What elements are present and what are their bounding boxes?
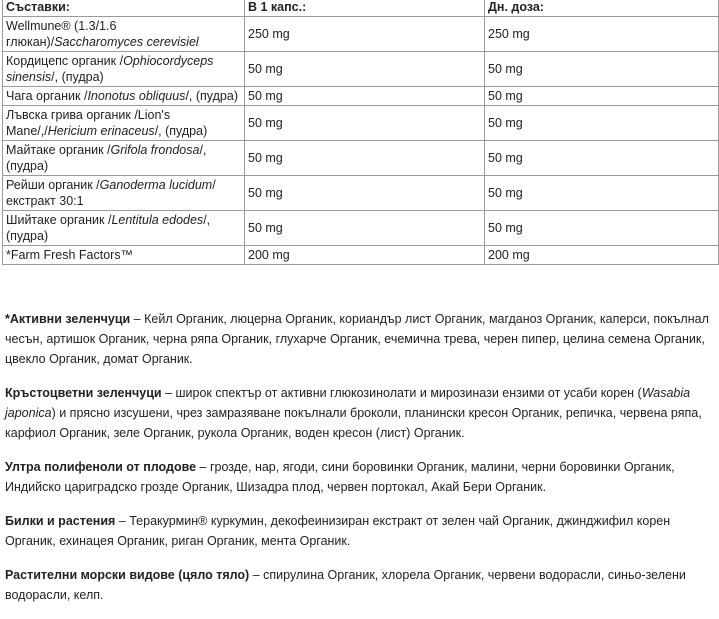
table-row — [3, 246, 719, 265]
ingredient-latin-name: Ganoderma lucidum — [99, 178, 213, 192]
section-title: Растителни морски видове (цяло тяло) — [5, 568, 250, 582]
section-latin-name: Wasabia japonica — [5, 386, 691, 420]
header-per-capsule: В 1 капс.: — [245, 0, 485, 17]
ingredient-name-part: Шийтаке органик / — [6, 213, 112, 227]
daily-dose-cell: 200 mg — [485, 246, 719, 265]
ingredient-name-cell — [3, 246, 245, 265]
daily-dose-cell: 50 mg — [485, 211, 719, 246]
ingredient-name-cell — [3, 17, 245, 52]
section-text: – широк спектър от активни глюкозинолати и мирозинази ензими от усаби корен ( — [161, 386, 642, 400]
ingredient-name-part: Кордицепс органик / — [6, 54, 124, 68]
table-row — [3, 17, 719, 52]
table-row — [3, 141, 719, 176]
table-row — [3, 211, 719, 246]
description-block — [5, 309, 711, 619]
ingredient-latin-name: Lentitula edodes — [111, 213, 204, 227]
section-title: Билки и растения — [5, 514, 116, 528]
ingredient-name-part: Wellmune® (1.3/1.6 глюкан) — [6, 19, 117, 49]
ingredient-name-part: / — [44, 124, 48, 138]
ingredient-name-part: /, (пудра) — [51, 70, 104, 84]
ingredient-name-part: Рейши органик / — [6, 178, 100, 192]
per-capsule-cell: 50 mg — [245, 52, 485, 87]
ingredient-name-part: Чага органик / — [6, 89, 88, 103]
ingredient-name-part: /, (пудра) — [185, 89, 238, 103]
ingredient-name-part: Лъвска грива органик /Lion's Mane/, — [6, 108, 171, 138]
ingredient-name-cell — [3, 211, 245, 246]
daily-dose-cell: 250 mg — [485, 17, 719, 52]
section-text: – спирулина Органик, хлорела Органик, червени водорасли, синьо-зелени водорасли, келп. — [5, 568, 686, 602]
ingredient-name-cell — [3, 176, 245, 211]
per-capsule-cell: 250 mg — [245, 17, 485, 52]
ingredient-latin-name: Grifola frondosa — [110, 143, 200, 157]
daily-dose-cell: 50 mg — [485, 87, 719, 106]
section-title: *Активни зеленчуци — [5, 312, 131, 326]
per-capsule-cell: 50 mg — [245, 106, 485, 141]
section-text: – Кейл Органик, люцерна Органик, кориандър лист Органик, магданоз Органик, каперси, покълнал чесън, артишок Органик, черна ряпа Органик, глухарче Органик, ечемична трева, черен пипер, целина семена Органик, цвекло Органик, домат Органик. — [5, 312, 709, 366]
section-sea-vegetables — [5, 565, 711, 605]
section-text: – грозде, нар, ягоди, сини боровинки Органик, малини, черни боровинки Органик, Индийско цариградско грозде Органик, Шизадра плод, червен портокал, Акай Бери Органик. — [5, 460, 675, 494]
table-row — [3, 106, 719, 141]
ingredient-latin-name: Hericium erinaceus — [47, 124, 155, 138]
ingredient-name-part: / — [50, 35, 55, 49]
ingredient-latin-name: Saccharomyces cerevisiel — [54, 35, 199, 49]
per-capsule-cell: 50 mg — [245, 141, 485, 176]
section-fruit-polyphenols — [5, 457, 711, 497]
daily-dose-cell: 50 mg — [485, 106, 719, 141]
section-text: – Теракурмин® куркумин, декофеинизиран екстракт от зелен чай Органик, джинджифил корен Органик, ехинацея Органик, риган Органик, мента Органик. — [5, 514, 671, 548]
section-title: Ултра полифеноли от плодове — [5, 460, 197, 474]
ingredient-name-part: / екстракт 30:1 — [6, 178, 216, 208]
daily-dose-cell: 50 mg — [485, 52, 719, 87]
header-ingredients: Съставки: — [3, 0, 245, 17]
section-cruciferous — [5, 383, 711, 443]
daily-dose-cell: 50 mg — [485, 141, 719, 176]
per-capsule-cell: 200 mg — [245, 246, 485, 265]
ingredient-name-cell — [3, 141, 245, 176]
per-capsule-cell: 50 mg — [245, 211, 485, 246]
ingredient-name-part: /, (пудра) — [154, 124, 208, 138]
table-row — [3, 52, 719, 87]
per-capsule-cell: 50 mg — [245, 87, 485, 106]
ingredient-latin-name: Ophiocordyceps sinensis — [6, 54, 214, 84]
section-active-greens — [5, 309, 711, 369]
ingredients-table — [2, 0, 719, 265]
section-herbs — [5, 511, 711, 551]
per-capsule-cell: 50 mg — [245, 176, 485, 211]
ingredient-name-part: *Farm Fresh Factors™ — [6, 248, 134, 262]
section-text: ) и прясно изсушени, чрез замразяване покълнали броколи, планински кресон Органик, репичка, червена ряпа, карфиол Органик, зеле Органик, рукола Органик, воден кресон (лист) Органик. — [5, 406, 702, 440]
section-title: Кръстоцветни зеленчуци — [5, 386, 162, 400]
daily-dose-cell: 50 mg — [485, 176, 719, 211]
table-header-row — [3, 0, 719, 17]
table-row — [3, 176, 719, 211]
ingredient-name-cell — [3, 106, 245, 141]
ingredient-name-cell — [3, 52, 245, 87]
ingredient-name-part: Майтаке органик / — [6, 143, 111, 157]
ingredient-latin-name: Inonotus obliquus — [87, 89, 186, 103]
ingredient-name-part: /, (пудра) — [6, 143, 207, 173]
table-row — [3, 87, 719, 106]
header-daily-dose: Дн. доза: — [485, 0, 719, 17]
ingredient-name-cell — [3, 87, 245, 106]
ingredient-name-part: /, (пудра) — [6, 213, 211, 243]
